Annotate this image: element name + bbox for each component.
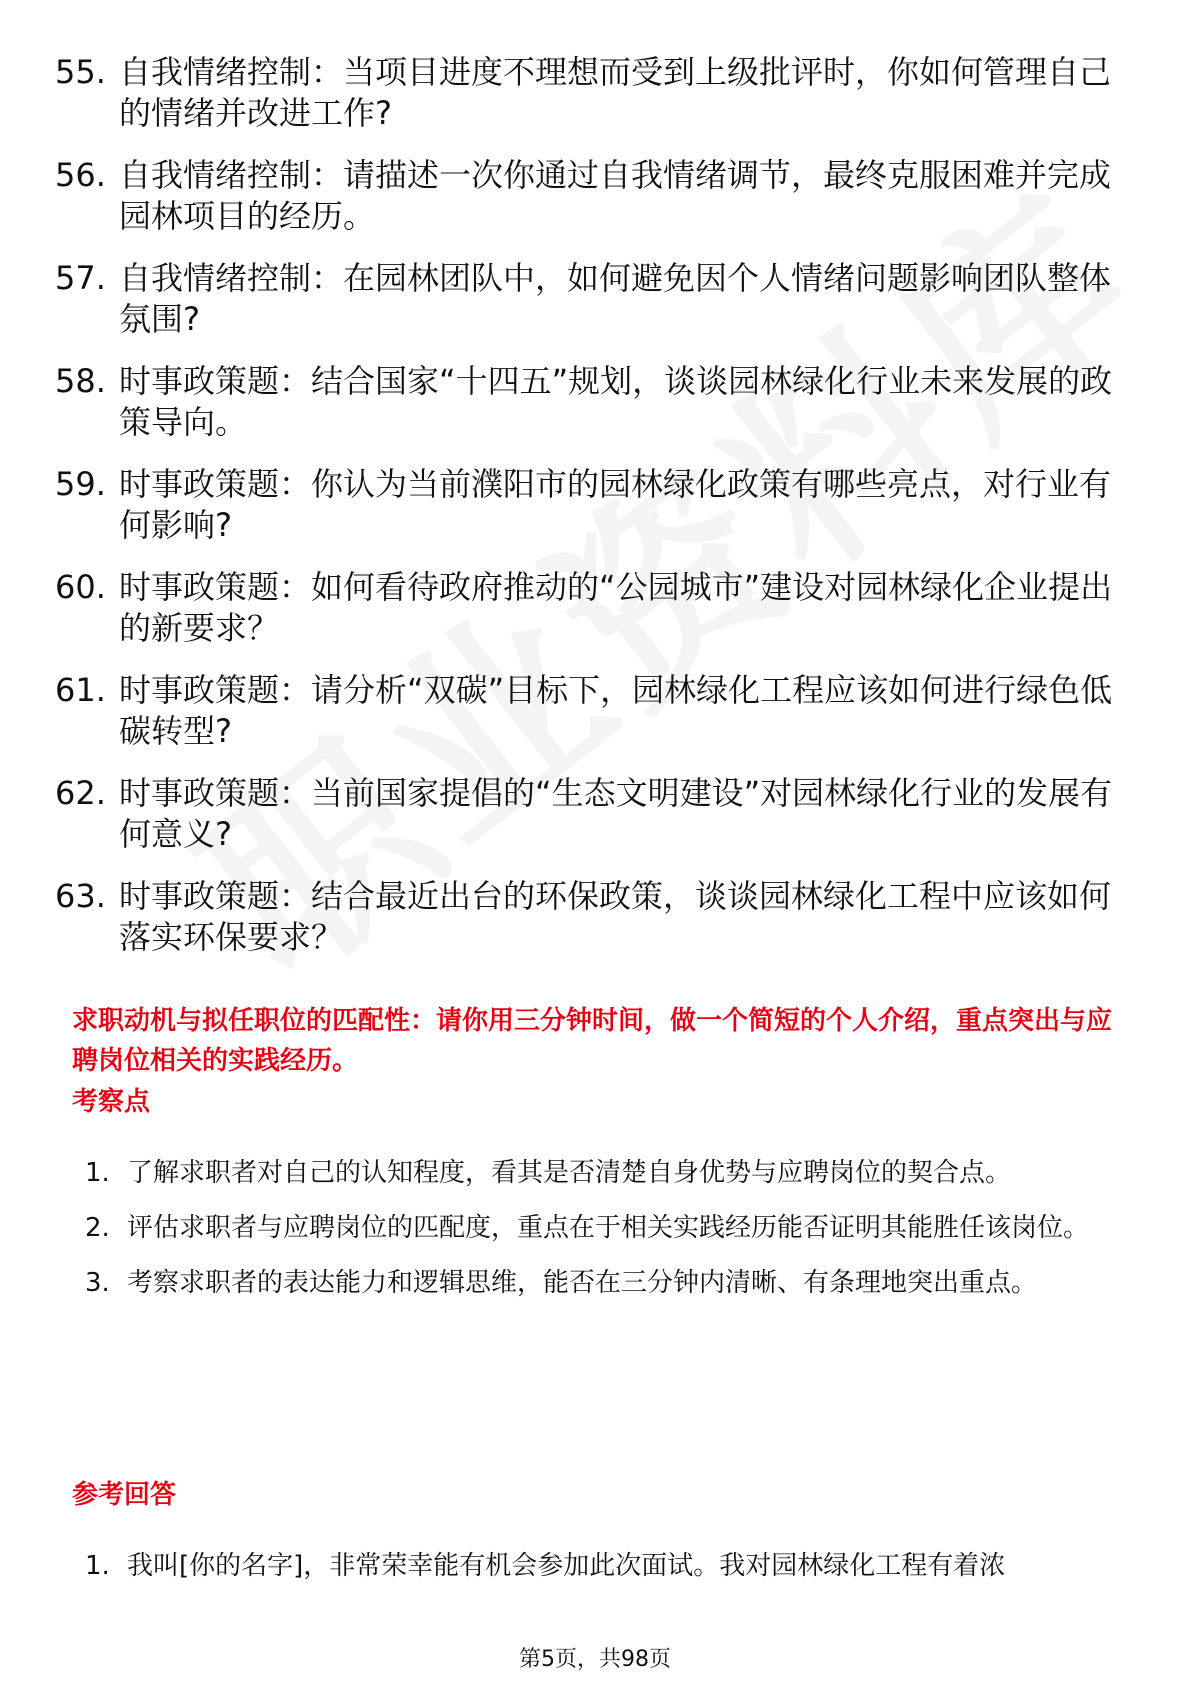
question-text: 时事政策题：请分析“双碳”目标下，园林绿化工程应该如何进行绿色低碳转型? [119, 671, 1113, 750]
answer-list [85, 1539, 1115, 1594]
question-number: 55. [55, 53, 106, 91]
item-text: 考察求职者的表达能力和逻辑思维，能否在三分钟内清晰、有条理地突出重点。 [127, 1268, 1038, 1298]
question-number: 59. [55, 465, 106, 503]
item-number: 1. [85, 1551, 110, 1581]
question-text: 时事政策题：当前国家提倡的“生态文明建设”对园林绿化行业的发展有何意义? [119, 774, 1113, 853]
question-text: 时事政策题：你认为当前濮阳市的园林绿化政策有哪些亮点，对行业有何影响? [119, 465, 1112, 544]
list-item [55, 361, 1115, 443]
question-text: 时事政策题：结合最近出台的环保政策，谈谈园林绿化工程中应该如何落实环保要求？ [119, 877, 1112, 956]
question-number: 56. [55, 156, 106, 194]
question-number: 58. [55, 362, 106, 400]
item-text: 评估求职者与应聘岗位的匹配度，重点在于相关实践经历能否证明其能胜任该岗位。 [127, 1213, 1090, 1243]
question-text: 自我情绪控制：请描述一次你通过自我情绪调节，最终克服困难并完成园林项目的经历。 [119, 156, 1112, 235]
list-item [85, 1146, 1115, 1201]
list-item [85, 1539, 1115, 1594]
list-item [55, 464, 1115, 546]
item-number: 2. [85, 1213, 110, 1243]
question-text: 自我情绪控制：在园林团队中，如何避免因个人情绪问题影响团队整体氛围? [119, 259, 1112, 338]
question-number: 60. [55, 568, 106, 606]
list-item [55, 876, 1115, 958]
item-number: 1. [85, 1158, 110, 1188]
list-item [55, 52, 1115, 134]
item-text: 我叫[你的名字]，非常荣幸能有机会参加此次面试。我对园林绿化工程有着浓 [127, 1551, 1006, 1581]
item-text: 了解求职者对自己的认知程度，看其是否清楚自身优势与应聘岗位的契合点。 [127, 1158, 1012, 1188]
question-number: 62. [55, 774, 106, 812]
list-item [85, 1201, 1115, 1256]
list-item [55, 155, 1115, 237]
observe-heading: 考察点 [72, 1087, 151, 1117]
list-item [85, 1256, 1115, 1311]
page-number: 第5页，共98页 [519, 1647, 671, 1672]
answer-heading: 参考回答 [72, 1480, 177, 1510]
list-item [55, 670, 1115, 752]
question-number: 57. [55, 259, 106, 297]
question-text: 自我情绪控制：当项目进度不理想而受到上级批评时，你如何管理自己的情绪并改进工作? [119, 53, 1112, 132]
question-number: 61. [55, 671, 106, 709]
list-item [55, 258, 1115, 340]
observe-list [85, 1146, 1115, 1311]
question-text: 时事政策题：如何看待政府推动的“公园城市”建设对园林绿化企业提出的新要求？ [119, 568, 1113, 647]
list-item [55, 773, 1115, 855]
highlight-question: 求职动机与拟任职位的匹配性：请你用三分钟时间，做一个简短的个人介绍，重点突出与应聘岗位相关的实践经历。 [72, 1006, 1113, 1076]
item-number: 3. [85, 1268, 110, 1298]
question-list [55, 52, 1115, 979]
question-text: 时事政策题：结合国家“十四五”规划，谈谈园林绿化行业未来发展的政策导向。 [119, 362, 1113, 441]
question-number: 63. [55, 877, 106, 915]
list-item [55, 567, 1115, 649]
